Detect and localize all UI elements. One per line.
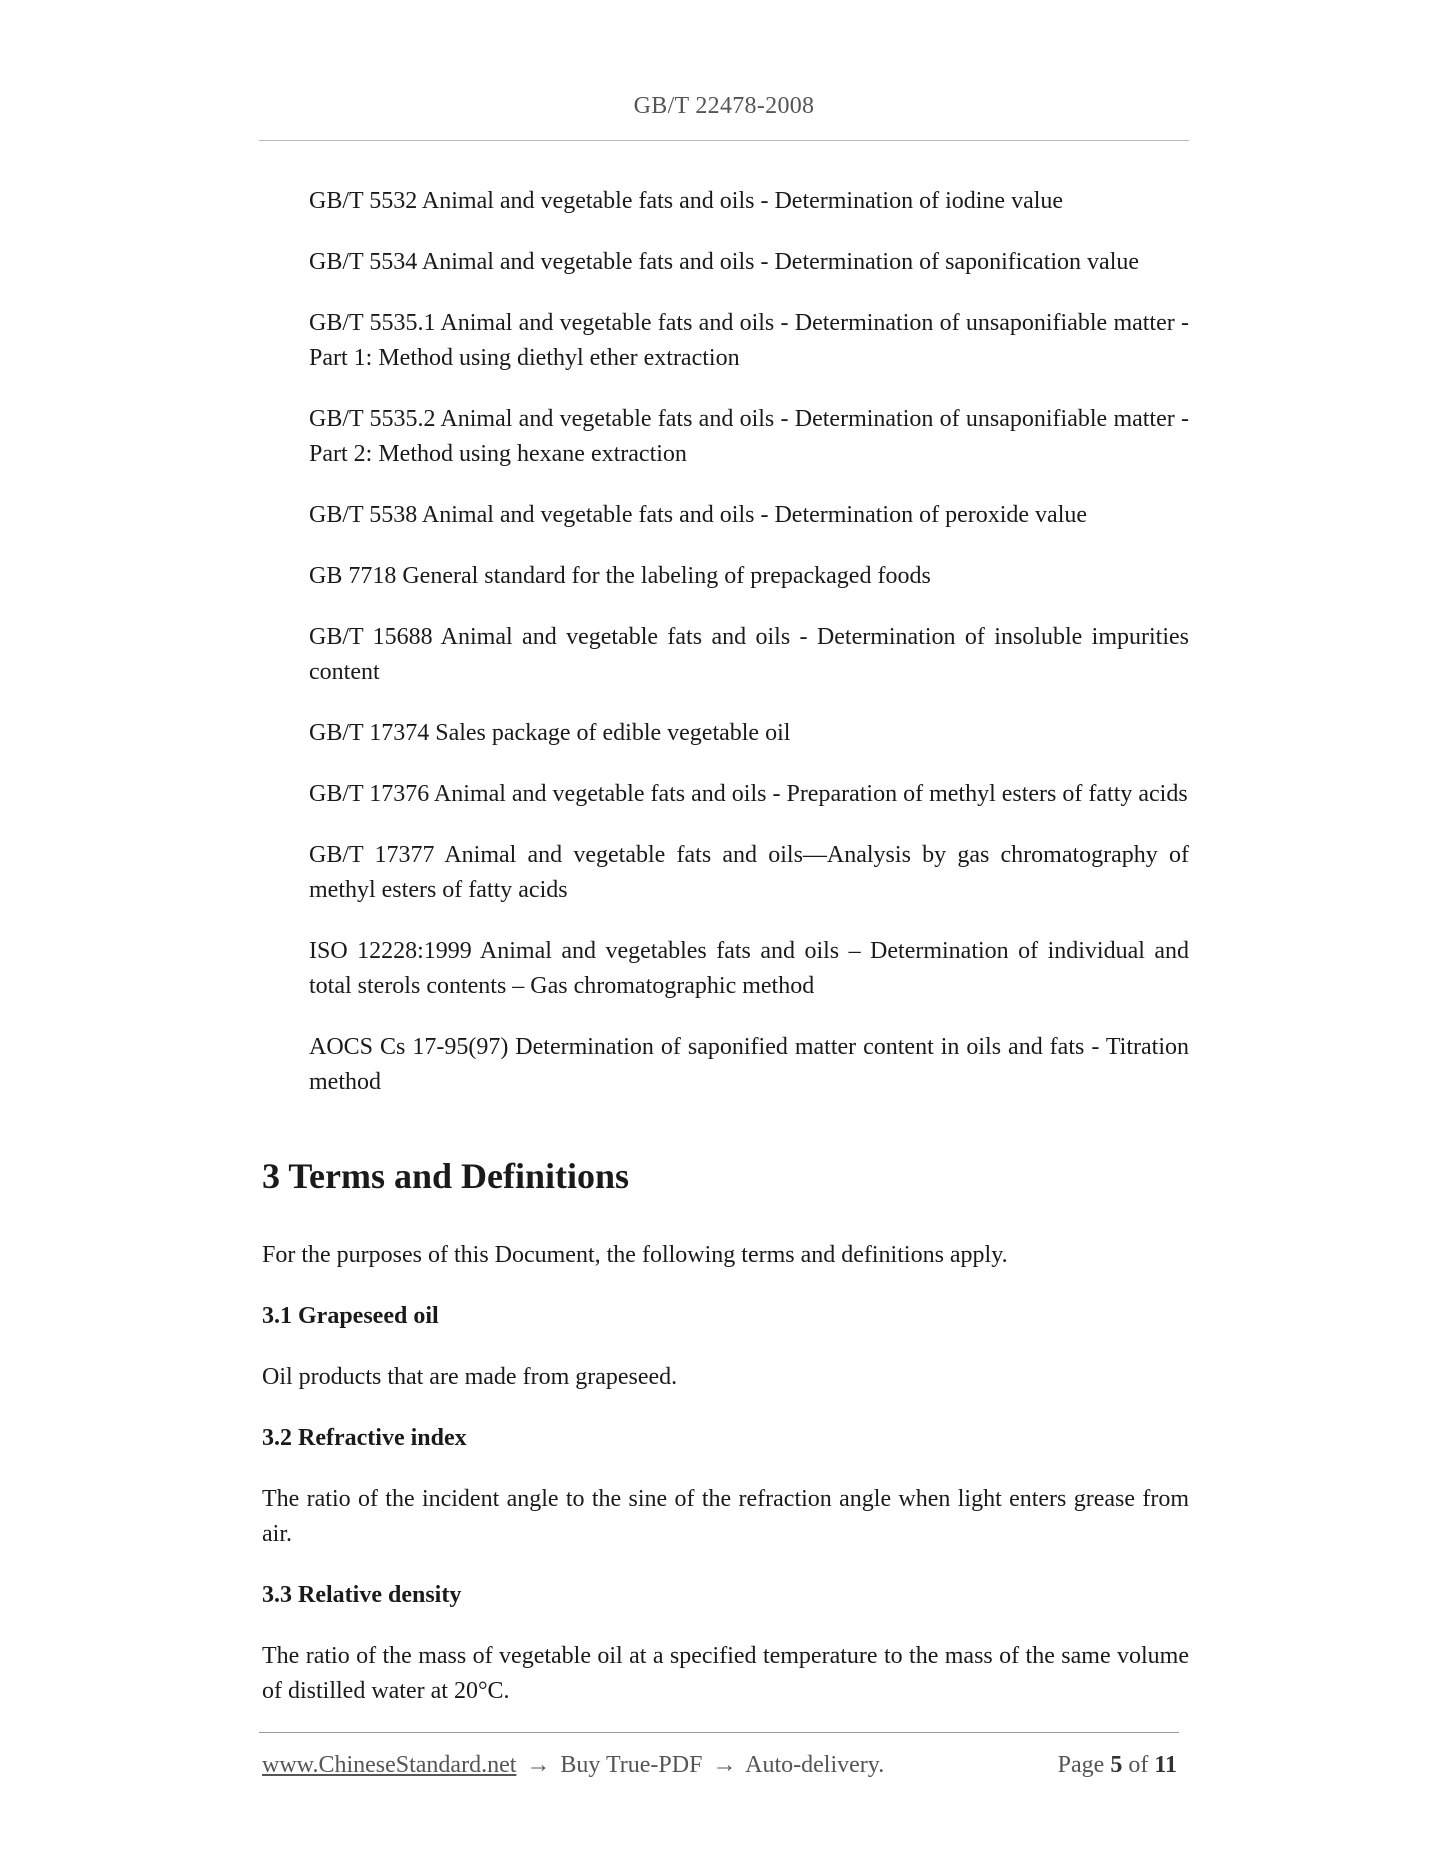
auto-delivery-text: Auto-delivery. [745,1752,885,1778]
section-intro: For the purposes of this Document, the following terms and definitions apply. [262,1242,1008,1268]
term-definition: The ratio of the mass of vegetable oil at a specified temperature to the mass of the same volume of distilled water at 20°C. [262,1643,1189,1704]
page-of-label: of [1128,1752,1149,1778]
arrow-right-icon: → [712,1752,737,1778]
reference-item: GB/T 5532 Animal and vegetable fats and oils - Determination of iodine value [309,188,1064,214]
term-title: 3.1 Grapeseed oil [262,1303,439,1329]
reference-item: ISO 12228:1999 Animal and vegetables fats and oils – Determination of individual and total sterols contents – Gas chromatographic method [309,938,1189,999]
reference-item: GB/T 17374 Sales package of edible vegetable oil [309,720,791,746]
reference-item: AOCS Cs 17-95(97) Determination of saponified matter content in oils and fats - Titration method [309,1034,1189,1095]
arrow-right-icon: → [526,1752,551,1778]
reference-item: GB/T 5534 Animal and vegetable fats and oils - Determination of saponification value [309,249,1140,275]
footer-promo [262,1752,884,1779]
page-current: 5 [1110,1752,1123,1778]
page-total: 11 [1154,1752,1177,1778]
section-heading: 3 Terms and Definitions [262,1156,630,1196]
reference-item: GB/T 15688 Animal and vegetable fats and oils - Determination of insoluble impurities content [309,624,1189,685]
reference-item: GB/T 5538 Animal and vegetable fats and oils - Determination of peroxide value [309,502,1088,528]
term-title: 3.2 Refractive index [262,1425,467,1451]
page-label: Page [1057,1752,1105,1778]
buy-pdf-text: Buy True-PDF [560,1752,703,1778]
reference-item: GB 7718 General standard for the labeling of prepackaged foods [309,563,931,589]
term-definition: The ratio of the incident angle to the sine of the refraction angle when light enters grease from air. [262,1486,1189,1547]
running-header: GB/T 22478-2008 [633,93,815,119]
reference-item: GB/T 17376 Animal and vegetable fats and oils - Preparation of methyl esters of fatty acids [309,781,1188,807]
footer-divider [259,1732,1179,1733]
term-title: 3.3 Relative density [262,1582,462,1608]
header-divider [259,140,1189,141]
reference-item: GB/T 5535.1 Animal and vegetable fats and oils - Determination of unsaponifiable matter - Part 1: Method using diethyl ether extraction [309,310,1189,371]
reference-item: GB/T 17377 Animal and vegetable fats and oils—Analysis by gas chromatography of methyl esters of fatty acids [309,842,1189,903]
reference-item: GB/T 5535.2 Animal and vegetable fats and oils - Determination of unsaponifiable matter - Part 2: Method using hexane extraction [309,406,1189,467]
terms-and-definitions-section [262,1152,1189,1735]
website-link[interactable]: www.ChineseStandard.net [262,1752,517,1778]
term-definition: Oil products that are made from grapeseed. [262,1364,678,1390]
normative-references-list [309,184,1189,1126]
page-number [1058,1752,1177,1779]
